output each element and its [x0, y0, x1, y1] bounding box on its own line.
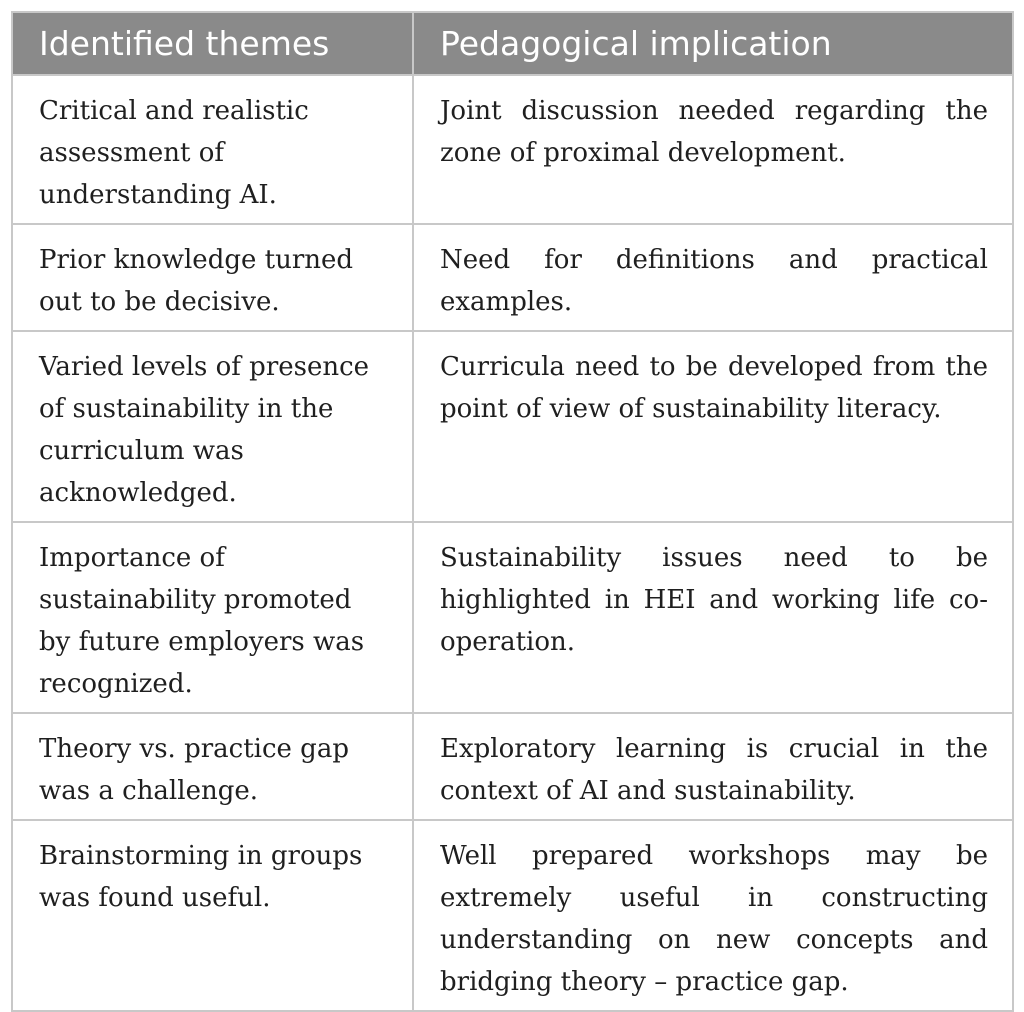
theme-cell: Importance of sustainability promoted by future employers was recognized.	[12, 522, 413, 713]
theme-cell: Critical and realistic assessment of understanding AI.	[12, 75, 413, 224]
implication-cell: Joint discussion needed regarding the zone of proximal development.	[413, 75, 1013, 224]
theme-cell: Prior knowledge turned out to be decisive.	[12, 224, 413, 331]
implication-cell: Exploratory learning is crucial in the context of AI and sustainability.	[413, 713, 1013, 820]
implication-cell: Curricula need to be developed from the point of view of sustainability literacy.	[413, 331, 1013, 522]
theme-cell: Theory vs. practice gap was a challenge.	[12, 713, 413, 820]
table-row	[12, 224, 1013, 331]
theme-cell: Brainstorming in groups was found useful.	[12, 820, 413, 1011]
implication-cell: Well prepared workshops may be extremely useful in constructing understanding on new concepts and bridging theory – practice gap.	[413, 820, 1013, 1011]
table-row	[12, 713, 1013, 820]
implication-cell: Sustainability issues need to be highlighted in HEI and working life co-operation.	[413, 522, 1013, 713]
table-row	[12, 522, 1013, 713]
implication-cell: Need for definitions and practical examples.	[413, 224, 1013, 331]
theme-cell: Varied levels of presence of sustainability in the curriculum was acknowledged.	[12, 331, 413, 522]
table-header-row	[12, 12, 1013, 75]
header-pedagogical-implication: Pedagogical implication	[413, 12, 1013, 75]
header-identified-themes: Identified themes	[12, 12, 413, 75]
themes-implications-table	[11, 11, 1014, 1012]
table-row	[12, 820, 1013, 1011]
table-row	[12, 75, 1013, 224]
table-row	[12, 331, 1013, 522]
themes-table-container	[11, 11, 1012, 1012]
